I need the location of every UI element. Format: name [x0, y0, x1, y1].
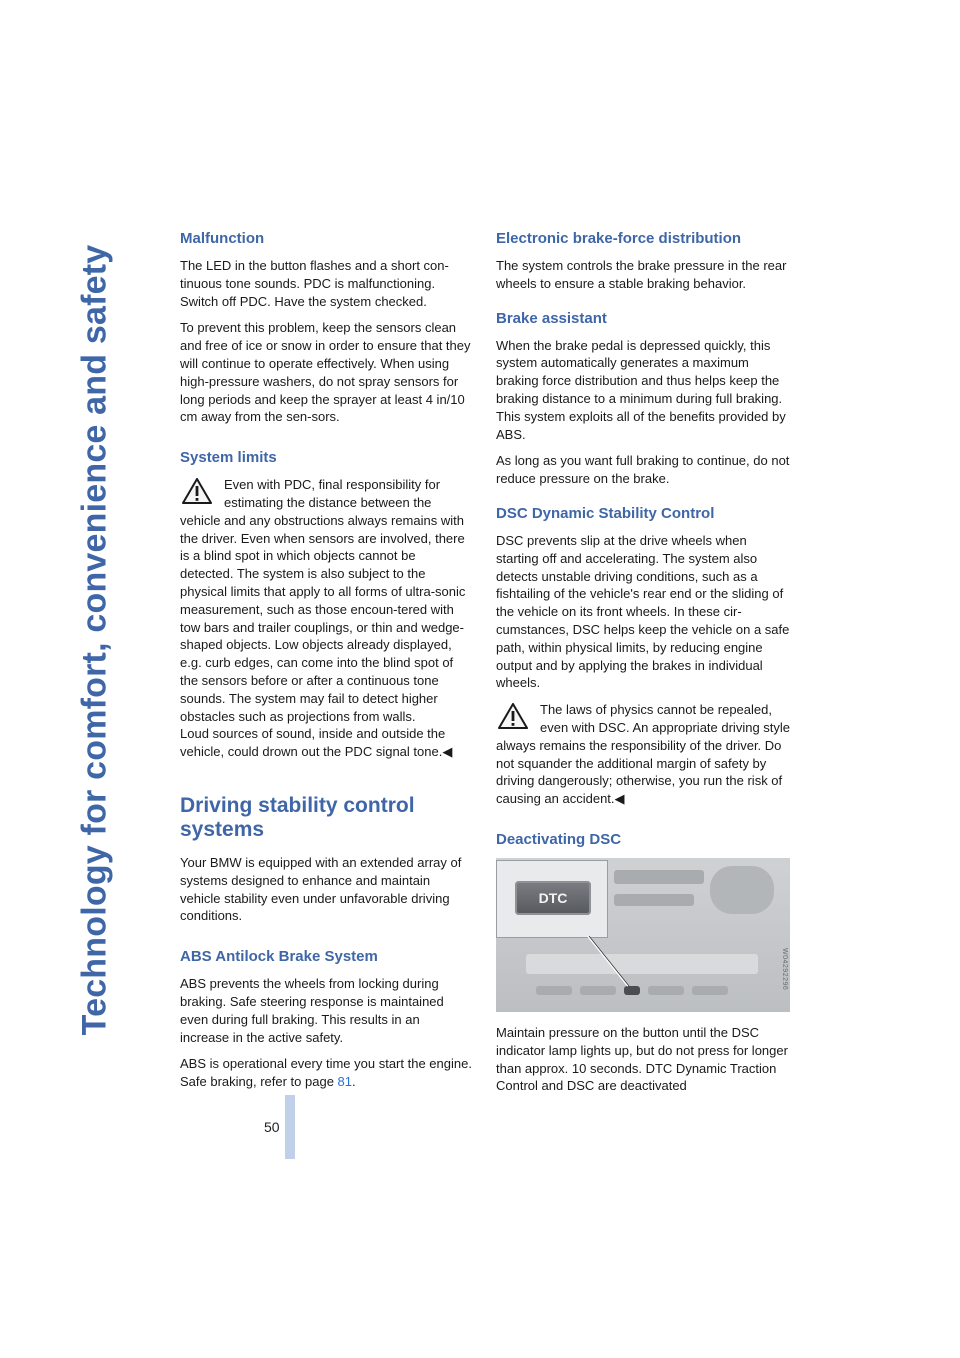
- abs-heading: ABS Antilock Brake System: [180, 948, 378, 966]
- system-limits-warning-text-2: Loud sources of sound, inside and outside the vehicle, could drown out the PDC signal tone.◀: [180, 726, 453, 760]
- deactivating-dsc-heading: Deactivating DSC: [496, 830, 622, 848]
- deactivating-dsc-paragraph: Maintain pressure on the button until the DSC indicator lamp lights up, but do not press for longer than approx. 10 seconds. DTC Dynamic Traction Control and DSC are deactivated: [496, 1024, 788, 1094]
- page-number: 50: [264, 1119, 280, 1135]
- left-column: [180, 230, 472, 1100]
- right-column: [496, 230, 790, 1104]
- brake-assistant-heading: Brake assistant: [496, 309, 607, 327]
- abs-paragraph-1: ABS prevents the wheels from locking during braking. Safe steering response is maintained even during full braking. This results in an increase in the active safety.: [180, 976, 444, 1045]
- pointer-line: [496, 858, 790, 1012]
- abs-paragraph-2-text: ABS is operational every time you start the engine. Safe braking, refer to page: [180, 1056, 472, 1090]
- dsc-warning-text: The laws of physics cannot be repealed, even with DSC. An appropriate driving style always remains the responsibility of the driver. Do not squander the additional margin of safety by driving dangerously; otherwise, you run the risk of causing an accident.◀: [496, 702, 791, 807]
- warning-triangle-icon: [182, 478, 212, 504]
- malfunction-paragraph-1: The LED in the button flashes and a short con-tinuous tone sounds. PDC is malfunctioning. Switch off PDC. Have the system checked.: [180, 258, 449, 309]
- abs-paragraph-2-end: .: [352, 1074, 356, 1090]
- dsc-paragraph: DSC prevents slip at the drive wheels when starting off and accelerating. The system also detects unstable driving conditions, such as a fishtailing of the vehicle's rear end or the sliding of the vehicle on its front wheels. In these cir-cumstances, DSC helps keep the vehicle on a safe path, within physical limits, by reducing engine output and by applying the brakes in individual wheels.: [496, 532, 790, 691]
- malfunction-heading: Malfunction: [180, 230, 265, 247]
- dtc-button-figure: [496, 858, 790, 1012]
- ebd-paragraph: The system controls the brake pressure in the rear wheels to ensure a stable braking behavior.: [496, 258, 787, 291]
- system-limits-warning-text: Even with PDC, final responsibility for estimating the distance between the vehicle and any obstructions always remains with the driver. Even when sensors are involved, there is a blind spot in which objects cannot be detected. The system is also subject to the physical limits that apply to all forms of ultra-sonic measurement, such as those encoun-tered with tow bars and trailer couplings, or thin and wedge-shaped objects. Low objects already displayed, e.g. curb edges, can come into the blind spot of the sensors before or after a continuous tone sounds. The system may fail to detect higher obstacles such as projections from walls.: [180, 477, 466, 724]
- page-81-link[interactable]: 81: [337, 1074, 353, 1090]
- dtc-button: DTC: [515, 881, 591, 915]
- driving-stability-paragraph: Your BMW is equipped with an extended array of systems designed to enhance and maintain vehicle stability even under unfavorable driving conditions.: [180, 854, 462, 924]
- warning-triangle-icon: [498, 703, 528, 729]
- abs-paragraph-2: [180, 1055, 472, 1091]
- system-limits-warning: [180, 476, 472, 761]
- system-limits-heading: System limits: [180, 449, 277, 467]
- brake-assistant-paragraph-2: As long as you want full braking to continue, do not reduce pressure on the brake.: [496, 453, 790, 487]
- ebd-heading: Electronic brake-force distribution: [496, 230, 742, 247]
- figure-reference-code: W04292296: [781, 947, 788, 991]
- malfunction-paragraph-2: To prevent this problem, keep the sensors clean and free of ice or snow in order to ensure that they will continue to operate effectively. When using high-pressure washers, do not spray sensors for long periods and keep the sprayer at least 4 in/10 cm away from the sen-sors.: [180, 320, 471, 425]
- section-sidebar-title: Technology for comfort, convenience and safety: [75, 244, 114, 1036]
- driving-stability-heading: Driving stability control systems: [180, 793, 415, 841]
- dsc-warning: [496, 701, 790, 808]
- dsc-heading: DSC Dynamic Stability Control: [496, 504, 715, 522]
- page-number-bar: [285, 1095, 295, 1159]
- brake-assistant-paragraph-1: When the brake pedal is depressed quickly, this system automatically generates a maximum braking force distribution and thus helps keep the braking distance to a minimum during full braking. This system exploits all of the benefits provided by ABS.: [496, 337, 786, 442]
